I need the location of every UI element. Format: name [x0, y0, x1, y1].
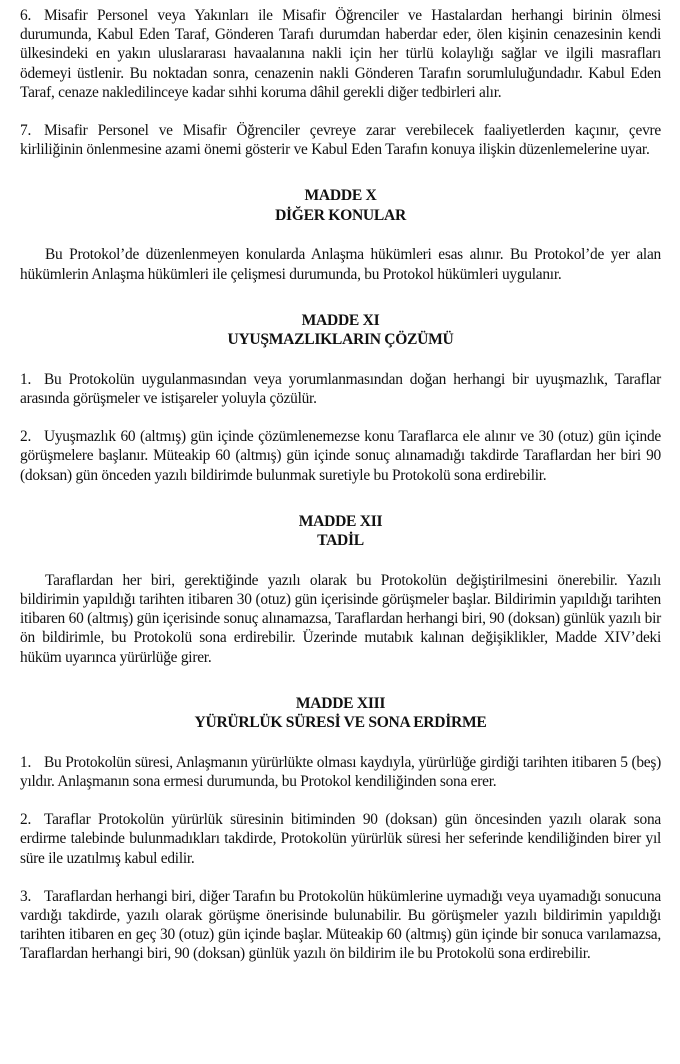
paragraph-7 — [20, 121, 661, 159]
paragraph-text: Bu Protokolün süresi, Anlaşmanın yürürlükte olması kaydıyla, yürürlüğe girdiği tarihten itibaren 5 (beş) yıldır. Anlaşmanın sona ermesi durumunda, bu Protokol kendiliğinden sona erer. — [20, 753, 661, 791]
paragraph-1 — [20, 370, 661, 408]
paragraph-2 — [20, 810, 661, 868]
article-xi — [20, 311, 661, 485]
article-number: MADDE XII — [298, 512, 383, 530]
paragraph-text: Misafir Personel veya Yakınları ile Misafir Öğrenciler ve Hastalardan herhangi birinin ölmesi durumunda, Kabul Eden Taraf, Gönderen Tarafı durumdan haberdar eder, ölen kişinin cenazesinin kendi ülkesindeki en yakın uluslararası havaalanına nakli için her türlü kolaylığı sağlar ve ilgili masrafları ödemeyi üstlenir. Bu noktadan sonra, cenazenin nakli Gönderen Tarafın sorumluluğundadır. Kabul Eden Taraf, cenaze nakledilinceye kadar sıhhi koruma dâhil gerekli diğer tedbirleri alır. — [20, 7, 661, 101]
paragraph-2 — [20, 427, 661, 485]
article-title: DİĞER KONULAR — [275, 206, 406, 224]
paragraph-number: 2. — [20, 811, 32, 829]
paragraph-text: Misafir Personel ve Misafir Öğrenciler çevreye zarar verebilecek faaliyetlerden kaçınır, çevre kirliliğinin önlenmesine azami önemi gösterir ve Kabul Eden Tarafın konuya ilişkin düzenlemelerine uyar. — [20, 122, 661, 159]
paragraph-text: Bu Protokolün uygulanmasından veya yorumlanmasından doğan herhangi bir uyuşmazlık, Taraflar arasında görüşmeler ve istişareler yoluyla çözülür. — [20, 370, 661, 408]
paragraph-number: 1. — [20, 753, 32, 771]
paragraph-text: Uyuşmazlık 60 (altmış) gün içinde çözümlenemezse konu Taraflarca ele alınır ve 30 (otuz) gün içinde görüşmelere başlanır. Müteakip 60 (altmış) gün içinde sonuç alınamadığı takdirde Taraflardan her biri 90 (doksan) gün önceden yazılı bildirimde bulunmak suretiyle bu Protokolü sona erdirebilir. — [20, 428, 661, 484]
paragraph-number: 3. — [20, 887, 32, 905]
paragraph-text: Taraflardan herhangi biri, diğer Tarafın bu Protokolün hükümlerine uymadığı veya uyamadığı sonucuna vardığı takdirde, yazılı olarak görüşme önerisinde bulunabilir. Bu görüşmeler yazılı bildirimin yapıldığı tarihten itibaren en geç 30 (otuz) gün içinde başlar. Müteakip 60 (altmış) gün içinde bir sonuca varılamazsa, Taraflardan herhangi biri, 90 (doksan) günlük yazılı ön bildirim ile bu Protokolü sona erdirebilir. — [20, 887, 661, 963]
document-page — [20, 4, 661, 964]
article-x — [20, 186, 661, 283]
paragraph-number: 7. — [20, 122, 32, 140]
article-number: MADDE XIII — [295, 694, 386, 712]
paragraph-1 — [20, 753, 661, 791]
paragraph-number: 1. — [20, 370, 32, 388]
article-number: MADDE X — [304, 187, 377, 205]
paragraph-number: 2. — [20, 428, 32, 446]
article-body: Bu Protokol’de düzenlenmeyen konularda Anlaşma hükümleri esas alınır. Bu Protokol’de yer alan hükümlerin Anlaşma hükümleri ile çelişmesi durumunda, bu Protokol hükümleri uygulanır. — [20, 246, 661, 283]
article-xii — [20, 512, 661, 667]
article-number: MADDE XI — [301, 311, 380, 329]
paragraph-text: Taraflar Protokolün yürürlük süresinin bitiminden 90 (doksan) gün öncesinden yazılı olarak sona erdirme talebinde bulunmadıkları takdirde, Protokolün yürürlük süresi her seferinde kendiliğinden birer yıl süre ile uzatılmış kabul edilir. — [20, 811, 661, 867]
article-title: UYUŞMAZLIKLARIN ÇÖZÜMÜ — [227, 331, 454, 349]
article-xiii — [20, 694, 661, 964]
article-title: TADİL — [317, 532, 364, 550]
article-body: Taraflardan her biri, gerektiğinde yazılı olarak bu Protokolün değiştirilmesini önerebilir. Yazılı bildirimin yapıldığı tarihten itibaren 30 (otuz) gün içerisinde görüşmeler başlar. Bildirimin yapıldığı tarihten itibaren 60 (altmış) gün içerisinde sonuç alınamazsa, Taraflardan herhangi biri, 90 (doksan) günlük yazılı bir ön bildirimle, bu Protokolü sona erdirebilir. Üzerinde mutabık kalınan değişiklikler, Madde XIV’deki hüküm uyarınca yürürlüğe girer. — [20, 571, 661, 666]
article-title: YÜRÜRLÜK SÜRESİ VE SONA ERDİRME — [194, 714, 487, 732]
paragraph-number: 6. — [20, 7, 32, 24]
paragraph-6 — [20, 6, 661, 102]
paragraph-3 — [20, 887, 661, 964]
